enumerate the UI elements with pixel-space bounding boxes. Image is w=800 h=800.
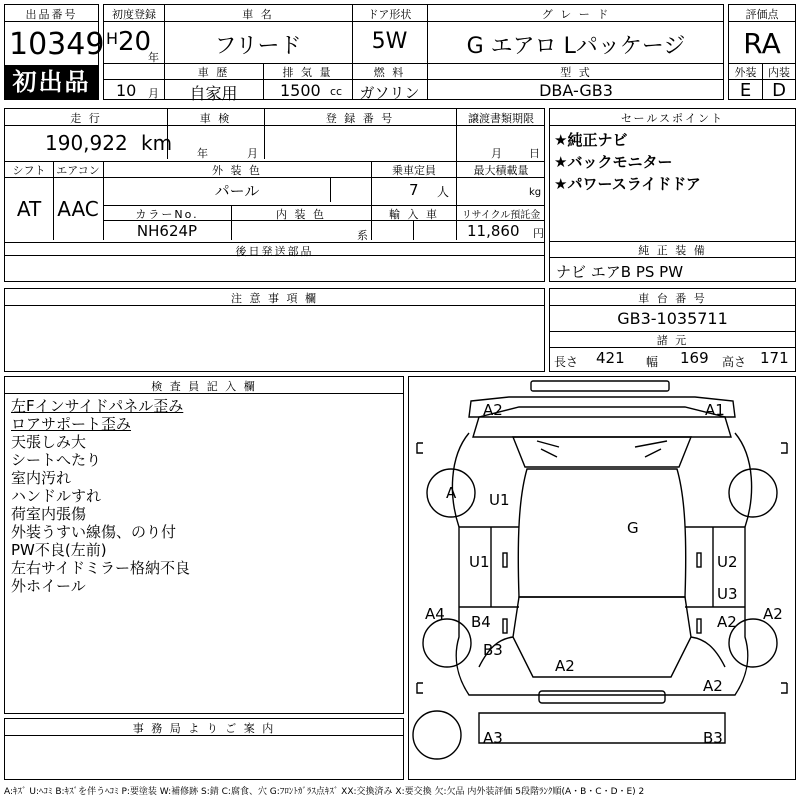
caution-box bbox=[4, 288, 545, 372]
person-unit: 人 bbox=[437, 185, 450, 199]
mark-door-fl: U1 bbox=[469, 553, 490, 571]
grade-label: グ レ ー ド bbox=[541, 8, 611, 21]
note-item: 左右サイドミラー格納不良 bbox=[11, 559, 190, 577]
inspector-notes-label: 検 査 員 記 入 欄 bbox=[151, 380, 257, 393]
insp-month-unit: 月 bbox=[247, 147, 258, 160]
model-label: 型 式 bbox=[560, 66, 592, 79]
first-listing-badge: 初出品 bbox=[5, 65, 98, 99]
month-unit: 月 bbox=[148, 87, 159, 100]
office-notice-label: 事 務 局 よ り ご 案 内 bbox=[132, 722, 276, 735]
score-label: 評価点 bbox=[745, 8, 779, 21]
mark-roof: G bbox=[627, 519, 639, 537]
mark-tire-fl: A bbox=[446, 484, 457, 502]
car-name-label: 車 名 bbox=[242, 8, 274, 21]
mark-door-fr: U2 bbox=[717, 553, 738, 571]
trans-month-unit: 月 bbox=[491, 147, 502, 160]
sales-point-item: ★パワースライドドア bbox=[554, 175, 701, 193]
header-grid bbox=[103, 4, 724, 103]
color-no-label: カラーNo. bbox=[135, 208, 199, 221]
standard-equip-label: 純 正 装 備 bbox=[638, 244, 707, 257]
fuel-value: ガソリン bbox=[359, 84, 420, 102]
chassis-value: GB3-1035711 bbox=[617, 309, 728, 328]
era-value: H bbox=[106, 29, 119, 48]
yen-unit: 円 bbox=[533, 227, 544, 240]
displacement-value: 1500 bbox=[280, 81, 321, 100]
recycle-value: 11,860 bbox=[467, 222, 520, 240]
mileage-value: 190,922 bbox=[45, 131, 128, 155]
shift-label: シフト bbox=[12, 164, 46, 177]
note-item: PW不良(左前) bbox=[11, 541, 107, 559]
chassis-box bbox=[549, 288, 796, 372]
note-item: 室内汚れ bbox=[11, 469, 72, 487]
score-box bbox=[728, 4, 796, 100]
exterior-label: 外装 bbox=[734, 66, 757, 79]
capacity-value: 7 bbox=[409, 181, 419, 199]
sales-points-box bbox=[549, 108, 796, 282]
model-value: DBA-GB3 bbox=[539, 81, 613, 100]
details-grid bbox=[4, 108, 545, 256]
year-unit: 年 bbox=[148, 51, 159, 64]
history-label: 車 歴 bbox=[197, 66, 230, 79]
car-diagram bbox=[409, 377, 795, 779]
note-item: ハンドルすれ bbox=[11, 487, 102, 505]
car-diagram-box bbox=[408, 376, 796, 780]
insp-year-unit: 年 bbox=[197, 147, 208, 160]
standard-equip-value: ナビ エアB PS PW bbox=[556, 263, 684, 281]
aircon-label: エアコン bbox=[56, 164, 100, 177]
interior-score: D bbox=[772, 80, 786, 101]
car-name-value: フリード bbox=[214, 34, 302, 59]
length-label: 長さ bbox=[554, 355, 579, 369]
note-item: 左Fインサイドパネル歪み bbox=[11, 397, 184, 415]
transfer-label: 譲渡書類期限 bbox=[468, 112, 534, 125]
inspector-notes-box bbox=[4, 376, 404, 714]
score-value: RA bbox=[743, 27, 781, 60]
cc-unit: cc bbox=[330, 85, 343, 98]
mark-fender-l: U1 bbox=[489, 491, 510, 509]
ext-color-value: パール bbox=[214, 182, 260, 200]
interior-label: 内装 bbox=[768, 66, 790, 79]
sales-points-label: セールスポイント bbox=[620, 112, 724, 125]
trans-day-unit: 日 bbox=[529, 147, 540, 160]
mark-bumper-rr: B3 bbox=[703, 729, 723, 747]
shift-value: AT bbox=[16, 197, 42, 221]
displacement-label: 排 気 量 bbox=[282, 66, 333, 79]
caution-label: 注 意 事 項 欄 bbox=[231, 292, 318, 305]
mark-rear-corner-r: A2 bbox=[703, 677, 723, 695]
import-label: 輸 入 車 bbox=[389, 208, 439, 221]
mark-door-rr: U3 bbox=[717, 585, 738, 603]
int-color-label: 内 装 色 bbox=[276, 208, 326, 221]
fuel-label: 燃 料 bbox=[373, 66, 406, 79]
mark-door-rl: B4 bbox=[471, 613, 491, 631]
recycle-label: リサイクル預託金 bbox=[461, 210, 541, 221]
mark-front-left: A2 bbox=[483, 401, 503, 419]
mark-tailgate: A2 bbox=[555, 657, 575, 675]
ext-color-label: 外 装 色 bbox=[212, 164, 262, 177]
inspection-label: 車 検 bbox=[199, 112, 232, 125]
height-label: 高さ bbox=[722, 355, 747, 369]
mark-rear-quarter-l: B3 bbox=[483, 641, 503, 659]
mark-sill-r: A2 bbox=[763, 605, 783, 623]
width-label: 幅 bbox=[646, 355, 659, 369]
mileage-label: 走 行 bbox=[70, 112, 102, 125]
capacity-label: 乗車定員 bbox=[392, 164, 436, 177]
office-notice-box bbox=[4, 718, 404, 780]
sales-point-item: ★純正ナビ bbox=[554, 131, 628, 149]
mark-rear-quarter-r: A2 bbox=[717, 613, 737, 631]
year-value: 20 bbox=[118, 27, 152, 57]
door-value: 5W bbox=[371, 29, 408, 54]
kg-unit: kg bbox=[529, 187, 542, 198]
max-load-label: 最大積載量 bbox=[473, 164, 529, 177]
note-item: シートへたり bbox=[11, 451, 102, 469]
sales-point-item: ★バックモニター bbox=[554, 153, 673, 171]
first-reg-label: 初度登録 bbox=[112, 8, 156, 21]
aircon-value: AAC bbox=[57, 197, 99, 221]
note-item: 外ホイール bbox=[11, 577, 86, 595]
lot-number-label: 出品番号 bbox=[25, 8, 78, 21]
note-item: 天張しみ大 bbox=[11, 433, 87, 451]
exterior-score: E bbox=[739, 80, 752, 101]
kei-unit: 系 bbox=[357, 229, 368, 242]
color-no-value: NH624P bbox=[136, 222, 198, 240]
inspector-notes-list bbox=[11, 397, 190, 595]
reg-no-label: 登 録 番 号 bbox=[325, 112, 395, 125]
mark-sill-l: A4 bbox=[425, 605, 445, 623]
later-parts-area bbox=[4, 256, 545, 282]
footer-legend: A:ｷｽﾞ U:ﾍｺﾐ B:ｷｽﾞを伴うﾍｺﾐ P:要塗装 W:補修跡 S:錆 C:腐食、穴 G:ﾌﾛﾝﾄｶﾞﾗｽ点ｷｽﾞ XX:交換済み X:要交換 欠:欠品 内外装評価 5段階ﾗﾝｸ順(A・B・C・D・E) 2 bbox=[4, 787, 645, 797]
km-unit: km bbox=[141, 131, 173, 155]
note-item: 外装うすい線傷、のり付 bbox=[11, 523, 177, 541]
note-item: 荷室内張傷 bbox=[11, 505, 87, 523]
door-label: ドア形状 bbox=[367, 8, 412, 21]
lot-number-box bbox=[4, 4, 105, 100]
mark-bumper-rl: A3 bbox=[483, 729, 503, 747]
history-value: 自家用 bbox=[189, 84, 238, 103]
specs-label: 諸 元 bbox=[656, 334, 689, 347]
lot-number-value: 10349 bbox=[9, 27, 105, 62]
later-parts-label: 後日発送部品 bbox=[235, 245, 314, 258]
mark-front-right: A1 bbox=[705, 401, 725, 419]
grade-value: G エアロ Lパッケージ bbox=[466, 34, 686, 59]
sales-points-list bbox=[554, 129, 701, 195]
chassis-label: 車 台 番 号 bbox=[638, 292, 707, 305]
height-value: 171 bbox=[760, 349, 789, 367]
note-item: ロアサポート歪み bbox=[11, 415, 132, 433]
length-value: 421 bbox=[596, 349, 625, 367]
width-value: 169 bbox=[680, 349, 709, 367]
month-value: 10 bbox=[116, 81, 137, 100]
